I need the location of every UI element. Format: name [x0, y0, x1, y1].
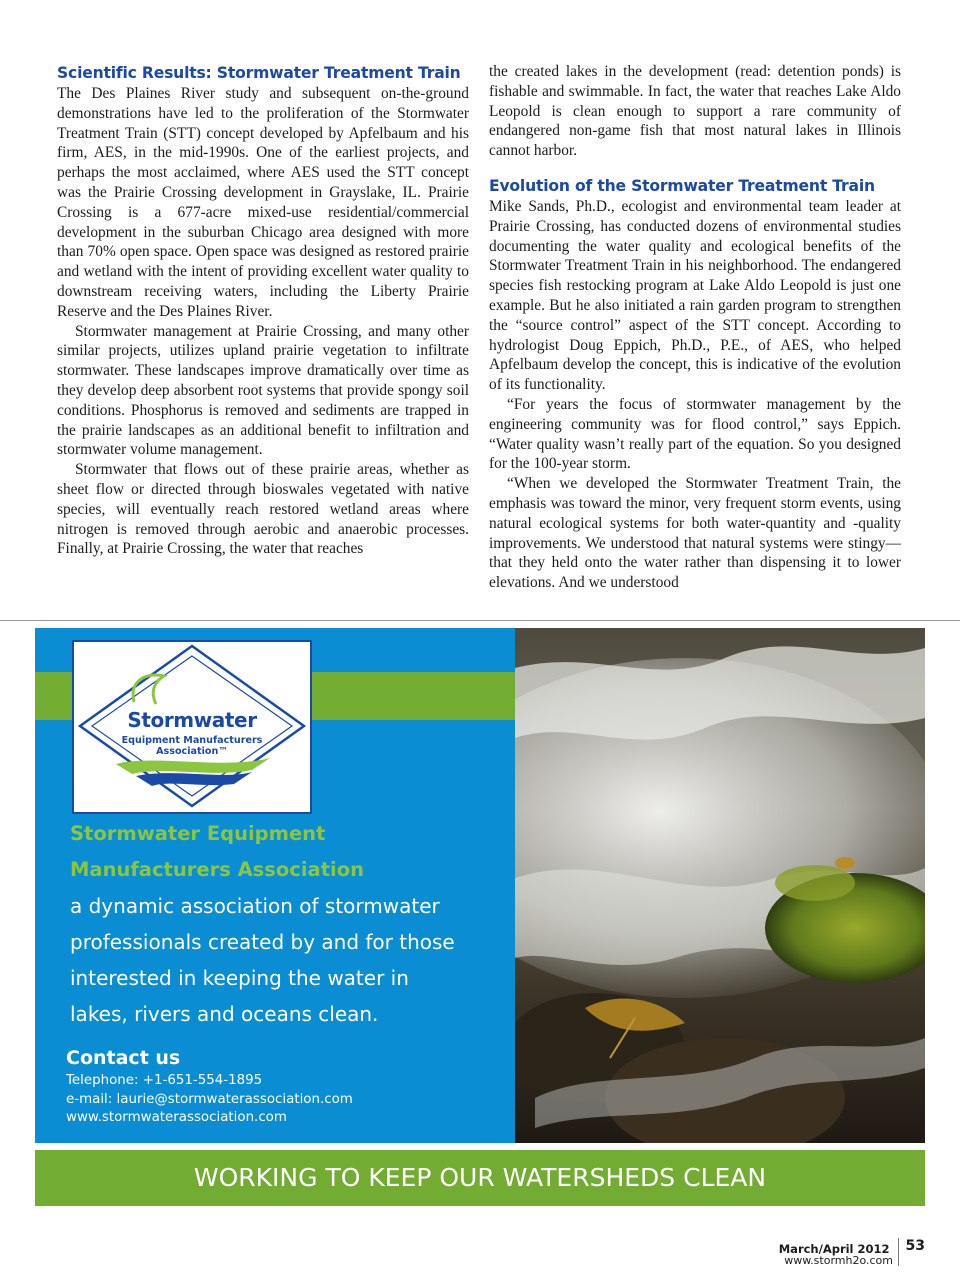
logo-subtitle: Association™ [156, 746, 228, 757]
contact-phone: Telephone: +1-651-554-1895 [66, 1073, 263, 1088]
article-paragraph: Stormwater that flows out of these prairie areas, whether as sheet flow or directed through bioswales vegetated with native species, will eventually reach restored wetland areas where nitrogen is removed through aerobic and anaerobic processes. Finally, at Prairie Crossing, the water that reaches [57, 461, 469, 558]
ad-tagline [70, 816, 500, 1032]
page-number: 53 [905, 1238, 925, 1254]
ad-description-line: a dynamic association of stormwater [70, 894, 440, 918]
section-heading-scientific-results: Scientific Results: Stormwater Treatment Train [57, 64, 461, 82]
section-gap [489, 161, 901, 175]
contact-email[interactable]: e-mail: laurie@stormwaterassociation.com [66, 1091, 353, 1107]
contact-block [66, 1044, 353, 1128]
issue-date: March/April 2012 [778, 1242, 890, 1256]
org-name: Manufacturers Association [70, 858, 364, 881]
logo-subtitle: Equipment Manufacturers [121, 735, 263, 746]
article-paragraph: “For years the focus of stormwater management by the engineering community was for flood control,” says Eppich. “Water quality wasn’t really part of the equation. So you designed for the 100-year storm. [489, 395, 901, 473]
ad-description-line: interested in keeping the water in [70, 966, 409, 990]
divider-rule [0, 620, 960, 621]
ad-description-line: professionals created by and for those [70, 930, 455, 954]
advertisement [35, 628, 925, 1143]
article-paragraph: The Des Plaines River study and subsequent on-the-ground demonstrations have led to the proliferation of the Stormwater Treatment Train (STT) concept developed by Apfelbaum and his firm, AES, in the mid-1990s. One of the earliest projects, and perhaps the most acclaimed, where AES used the STT concept was the Prairie Crossing development in Grayslake, IL. Prairie Crossing is a 677-acre mixed-use residential/commercial development in the suburban Chicago area designed with more than 70% open space. Open space was designed as restored prairie and wetland with the intent of providing excellent water quality to downstream receiving waters, including the Liberty Prairie Reserve and the Des Plaines River. [57, 85, 469, 320]
org-name: Stormwater Equipment [70, 822, 326, 845]
page-footer [779, 1238, 925, 1266]
ad-description-line: lakes, rivers and oceans clean. [70, 1002, 379, 1026]
article-paragraph: Mike Sands, Ph.D., ecologist and environmental team leader at Prairie Crossing, has conducted dozens of environmental studies documenting the water quality and ecological benefits of the Stormwater Treatment Train in his neighborhood. The endangered species fish restocking program at Lake Aldo Leopold is just one example. But he also initiated a rain garden program to strengthen the “source control” aspect of the STT concept. According to hydrologist Doug Eppich, Ph.D., P.E., of AES, who helped Apfelbaum develop the concept, this is indicative of the evolution of its functionality. [489, 197, 901, 394]
article-paragraph: “When we developed the Stormwater Treatment Train, the emphasis was toward the minor, very frequent storm events, using natural ecological systems for both water-quantity and -quality improvements. We understood that natural systems were stingy—that they held onto the water rather than dispensing it to lower elevations. And we understood [489, 475, 901, 592]
article-left-column [57, 62, 469, 559]
article-paragraph: the created lakes in the development (read: detention ponds) is fishable and swimmable. In fact, the water that reaches Lake Aldo Leopold is clean enough to support a rare community of endangered non-game fish that most natural lakes in Illinois cannot harbor. [489, 63, 901, 160]
magazine-website[interactable]: www.stormh2o.com [784, 1254, 893, 1267]
contact-website[interactable]: www.stormwaterassociation.com [66, 1110, 287, 1125]
ad-banner: WORKING TO KEEP OUR WATERSHEDS CLEAN [35, 1150, 925, 1206]
sema-logo [72, 640, 312, 814]
article-paragraph: Stormwater management at Prairie Crossing, and many other similar projects, utilizes upland prairie vegetation to infiltrate stormwater. These landscapes improve dramatically over time as they develop deep absorbent root systems that provide spongy soil conditions. Phosphorus is removed and sediments are trapped in the prairie landscapes as an additional benefit to infiltration and stormwater volume management. [57, 322, 469, 459]
contact-title: Contact us [66, 1047, 181, 1069]
waterfall-photo [515, 628, 925, 1143]
logo-title: Stormwater [127, 708, 257, 732]
article-right-column [489, 62, 901, 593]
section-heading-evolution: Evolution of the Stormwater Treatment Train [489, 176, 875, 195]
